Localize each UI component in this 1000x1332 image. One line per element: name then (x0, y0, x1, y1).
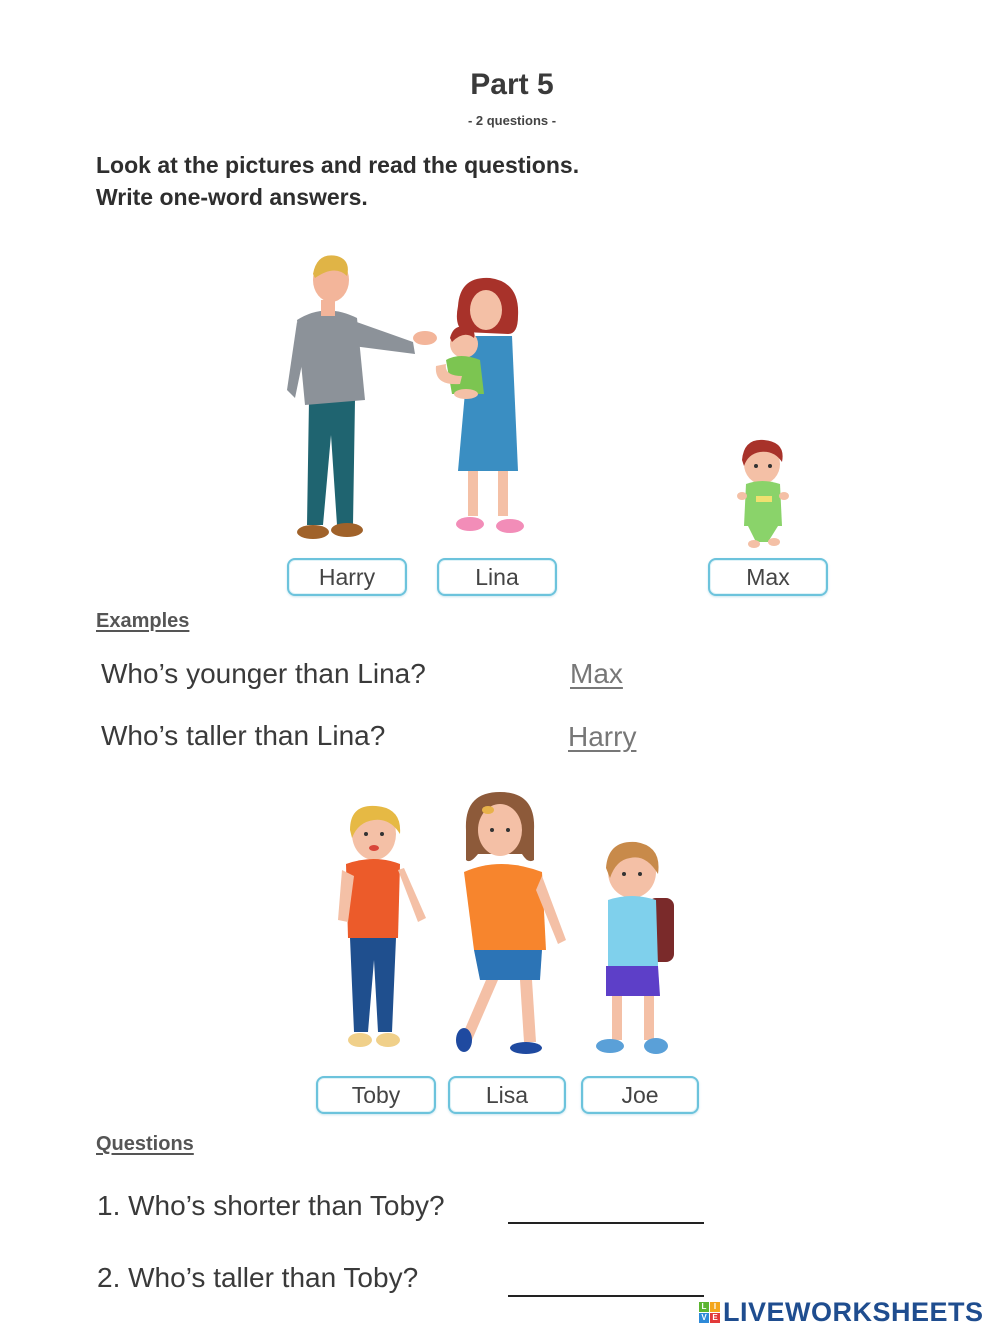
examples-heading: Examples (96, 610, 190, 632)
joe-illustration (586, 838, 678, 1060)
name-label-toby: Toby (316, 1076, 436, 1114)
page-subtitle: - 2 questions - (467, 113, 557, 128)
example-answer-2: Harry (568, 721, 637, 752)
name-label-joe: Joe (581, 1076, 699, 1114)
lisa-illustration (450, 790, 570, 1060)
live-blocks-icon (699, 1302, 720, 1323)
logo-text: LIVEWORKSHEETS (723, 1297, 984, 1327)
name-label-lisa: Lisa (448, 1076, 566, 1114)
logo-letter-l: L (699, 1302, 709, 1312)
question-2: 2. Who’s taller than Toby? (97, 1262, 419, 1293)
instruction-line-2: Write one-word answers. (96, 184, 368, 210)
question-1: 1. Who’s shorter than Toby? (97, 1190, 445, 1221)
harry-illustration (285, 250, 445, 546)
name-label-harry: Harry (287, 558, 407, 596)
logo-letter-v: V (699, 1313, 709, 1323)
name-label-max: Max (708, 558, 828, 596)
instruction-line-1: Look at the pictures and read the questions. (96, 152, 580, 178)
answer-blank-1[interactable] (508, 1222, 704, 1224)
example-question-1: Who’s younger than Lina? (101, 658, 426, 689)
lina-illustration (430, 276, 530, 546)
max-illustration (734, 438, 792, 548)
toby-illustration (338, 800, 428, 1060)
name-label-lina: Lina (437, 558, 557, 596)
answer-blank-2[interactable] (508, 1295, 704, 1297)
logo-letter-i: I (710, 1302, 720, 1312)
example-question-2: Who’s taller than Lina? (101, 720, 386, 751)
example-answer-1: Max (570, 658, 623, 689)
page-title: Part 5 (470, 68, 554, 101)
questions-heading: Questions (96, 1133, 194, 1155)
logo-letter-e: E (710, 1313, 720, 1323)
liveworksheets-logo (699, 1297, 984, 1328)
